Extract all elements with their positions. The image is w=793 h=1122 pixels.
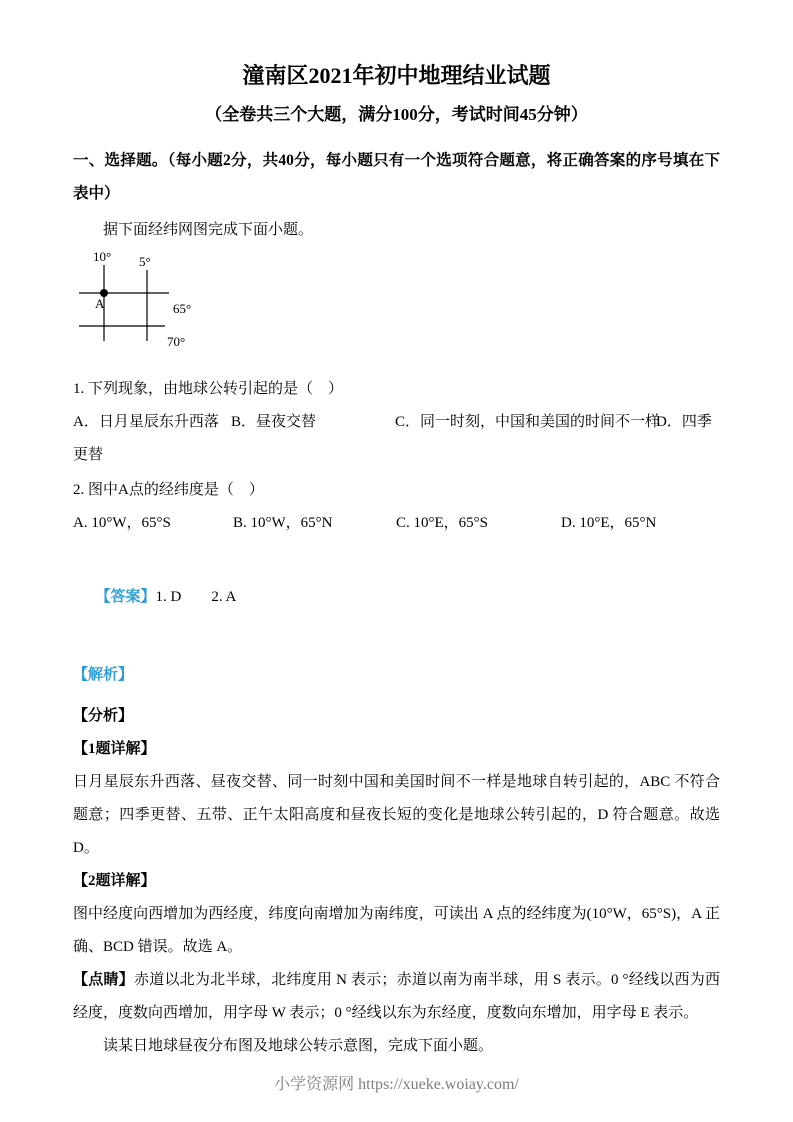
- intro-paragraph-1: 据下面经纬网图完成下面小题。: [103, 222, 314, 238]
- question-1-option-b: B．昼夜交替: [231, 414, 317, 430]
- question-2-option-c: C. 10°E，65°S: [396, 515, 489, 531]
- answer-value: 1. D 2. A: [155, 589, 237, 605]
- detail-2-label: 【2题详解】: [73, 873, 156, 889]
- question-2-option-d: D. 10°E，65°N: [561, 515, 657, 531]
- answer-line: [73, 548, 720, 647]
- meridian-label-5: 5°: [139, 254, 151, 269]
- question-2-options: [73, 507, 720, 540]
- section-heading: 一、选择题。（每小题2分，共40分，每小题只有一个选项符合题意，将正确答案的序号填在下表中）: [73, 152, 720, 202]
- question-1-option-c: C．同一时刻，中国和美国的时间不一样: [395, 414, 661, 430]
- point-a-label: A: [95, 296, 105, 311]
- page-title: 潼南区2021年初中地理结业试题: [242, 63, 551, 88]
- question-2-stem: 2. 图中A点的经纬度是（ ）: [73, 482, 264, 498]
- intro-paragraph-2: 读某日地球昼夜分布图及地球公转示意图，完成下面小题。: [103, 1038, 494, 1054]
- question-2-option-b: B. 10°W，65°N: [233, 515, 333, 531]
- fenxi-label: 【分析】: [73, 708, 134, 724]
- detail-1-text: 日月星辰东升西落、昼夜交替、同一时刻中国和美国时间不一样是地球自转引起的，ABC 不符合题意；四季更替、五带、正午太阳高度和昼夜长短的变化是地球公转引起的，D 符合题意。故选 D。: [73, 774, 720, 856]
- site-watermark: 小学资源网 https://xueke.woiay.com/: [274, 1076, 519, 1093]
- dianjing-paragraph: [73, 964, 720, 1030]
- jiexi-label: 【解析】: [73, 667, 134, 683]
- question-1-option-a: A．日月星辰东升西落: [73, 414, 219, 430]
- detail-2-text: 图中经度向西增加为西经度，纬度向南增加为南纬度，可读出 A 点的经纬度为(10°W，65°S)，A 正确、BCD 错误。故选 A。: [73, 906, 720, 955]
- answer-label: 【答案】: [95, 589, 156, 605]
- question-1-options: [73, 406, 720, 439]
- exam-subtitle: （全卷共三个大题，满分100分，考试时间45分钟）: [205, 105, 588, 124]
- question-2-option-a: A. 10°W，65°S: [73, 515, 171, 531]
- lat-long-grid-diagram: [77, 249, 720, 359]
- question-1-stem: 1. 下列现象，由地球公转引起的是（ ）: [73, 381, 344, 397]
- detail-1-label: 【1题详解】: [73, 741, 156, 757]
- jiexi-line: [73, 659, 720, 692]
- dianjing-label: 【点睛】: [73, 972, 134, 988]
- grid-diagram-svg: [77, 249, 252, 359]
- question-1-option-d: D．四季: [656, 414, 712, 430]
- fenxi-line: [73, 700, 720, 733]
- dianjing-text: 赤道以北为北半球，北纬度用 N 表示；赤道以南为南半球，用 S 表示。0 °经线以西为西经度，度数向西增加，用字母 W 表示；0 °经线以东为东经度，度数向东增加，用字母 E 表示。: [73, 972, 720, 1021]
- question-1-option-d-overflow: 更替: [73, 447, 104, 463]
- parallel-label-70: 70°: [167, 334, 186, 349]
- parallel-label-65: 65°: [173, 301, 192, 316]
- meridian-label-10: 10°: [93, 249, 112, 264]
